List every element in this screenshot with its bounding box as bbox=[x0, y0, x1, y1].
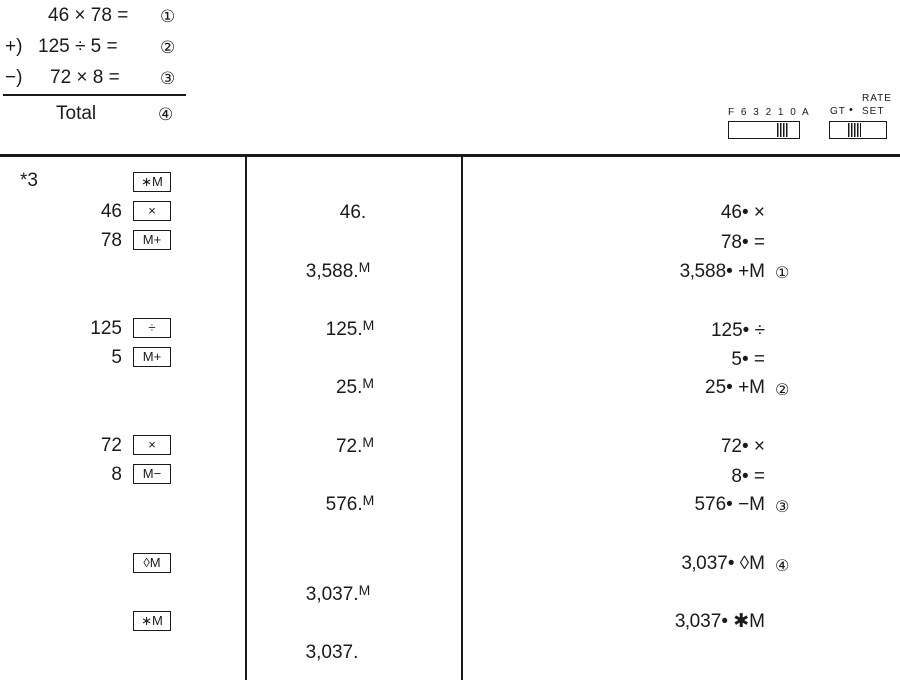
print-line: 8• = bbox=[731, 466, 765, 487]
display-value: 125.$^M$ bbox=[325, 317, 375, 340]
circled-4: ④ bbox=[158, 105, 174, 125]
entry-number: 5 bbox=[111, 347, 122, 368]
entry-number: 46 bbox=[100, 201, 122, 222]
display-value: 576.$^M$ bbox=[325, 492, 375, 515]
key-divide: ÷ bbox=[133, 318, 171, 338]
display-value: 46. bbox=[339, 202, 367, 223]
display-value: 3,588.$^M$ bbox=[305, 259, 371, 282]
print-line: 72• × bbox=[720, 436, 765, 457]
print-line: 125• ÷ bbox=[710, 320, 765, 341]
print-line: 3‚037• ◊M bbox=[681, 553, 765, 574]
decimal-switch bbox=[728, 121, 800, 139]
operation-note: *3 bbox=[20, 170, 38, 191]
total-label: Total bbox=[56, 103, 97, 124]
print-line: 3‚588• +M bbox=[679, 261, 765, 282]
entry-number: 125 bbox=[90, 318, 122, 339]
circled-mark: ③ bbox=[775, 497, 790, 516]
key-memory-plus: M+ bbox=[133, 230, 171, 250]
problem-line-1: 46 × 78 = bbox=[48, 5, 129, 26]
key-multiply: × bbox=[133, 435, 171, 455]
print-line: 5• = bbox=[731, 349, 765, 370]
plus-prefix: +) bbox=[5, 36, 23, 57]
problem-line-2: 125 ÷ 5 = bbox=[38, 36, 118, 57]
entry-number: 72 bbox=[100, 435, 122, 456]
circled-mark: ② bbox=[775, 380, 790, 399]
set-label: SET bbox=[862, 106, 885, 117]
table-top-rule bbox=[0, 154, 900, 157]
decimal-switch-knob bbox=[777, 123, 789, 137]
entry-number: 78 bbox=[100, 230, 122, 251]
gt-label: GT bbox=[830, 106, 846, 117]
display-value: 3,037. bbox=[305, 642, 359, 663]
print-line: 576• −M bbox=[694, 494, 765, 515]
display-value: 72.$^M$ bbox=[335, 434, 375, 457]
print-line: 46• × bbox=[720, 202, 765, 223]
key-multiply: × bbox=[133, 201, 171, 221]
key-memory-minus: M− bbox=[133, 464, 171, 484]
decimal-switch-label: F 6 3 2 1 0 A bbox=[728, 107, 811, 118]
gt-rate-switch bbox=[829, 121, 887, 139]
circled-mark: ④ bbox=[775, 556, 790, 575]
problem-line-3: 72 × 8 = bbox=[50, 67, 120, 88]
rate-label: RATE bbox=[862, 93, 892, 104]
key-clear-memory: ∗M bbox=[133, 611, 171, 631]
circled-1: ① bbox=[160, 7, 176, 27]
print-line: 25• +M bbox=[705, 377, 765, 398]
column-divider-2 bbox=[461, 155, 463, 680]
circled-3: ③ bbox=[160, 69, 176, 89]
sum-rule bbox=[3, 94, 186, 96]
key-recall-memory: ◊M bbox=[133, 553, 171, 573]
display-value: 25.$^M$ bbox=[335, 375, 375, 398]
key-memory-plus: M+ bbox=[133, 347, 171, 367]
print-line: 3‚037• ✱M bbox=[674, 611, 765, 632]
print-line: 78• = bbox=[720, 232, 765, 253]
circled-mark: ① bbox=[775, 263, 790, 282]
bullet-dot: • bbox=[849, 104, 853, 116]
display-value: 3,037.$^M$ bbox=[305, 582, 371, 605]
minus-prefix: −) bbox=[5, 67, 23, 88]
entry-number: 8 bbox=[111, 464, 122, 485]
circled-2: ② bbox=[160, 38, 176, 58]
key-clear-memory: ∗M bbox=[133, 172, 171, 192]
gt-rate-switch-knob bbox=[848, 123, 861, 137]
